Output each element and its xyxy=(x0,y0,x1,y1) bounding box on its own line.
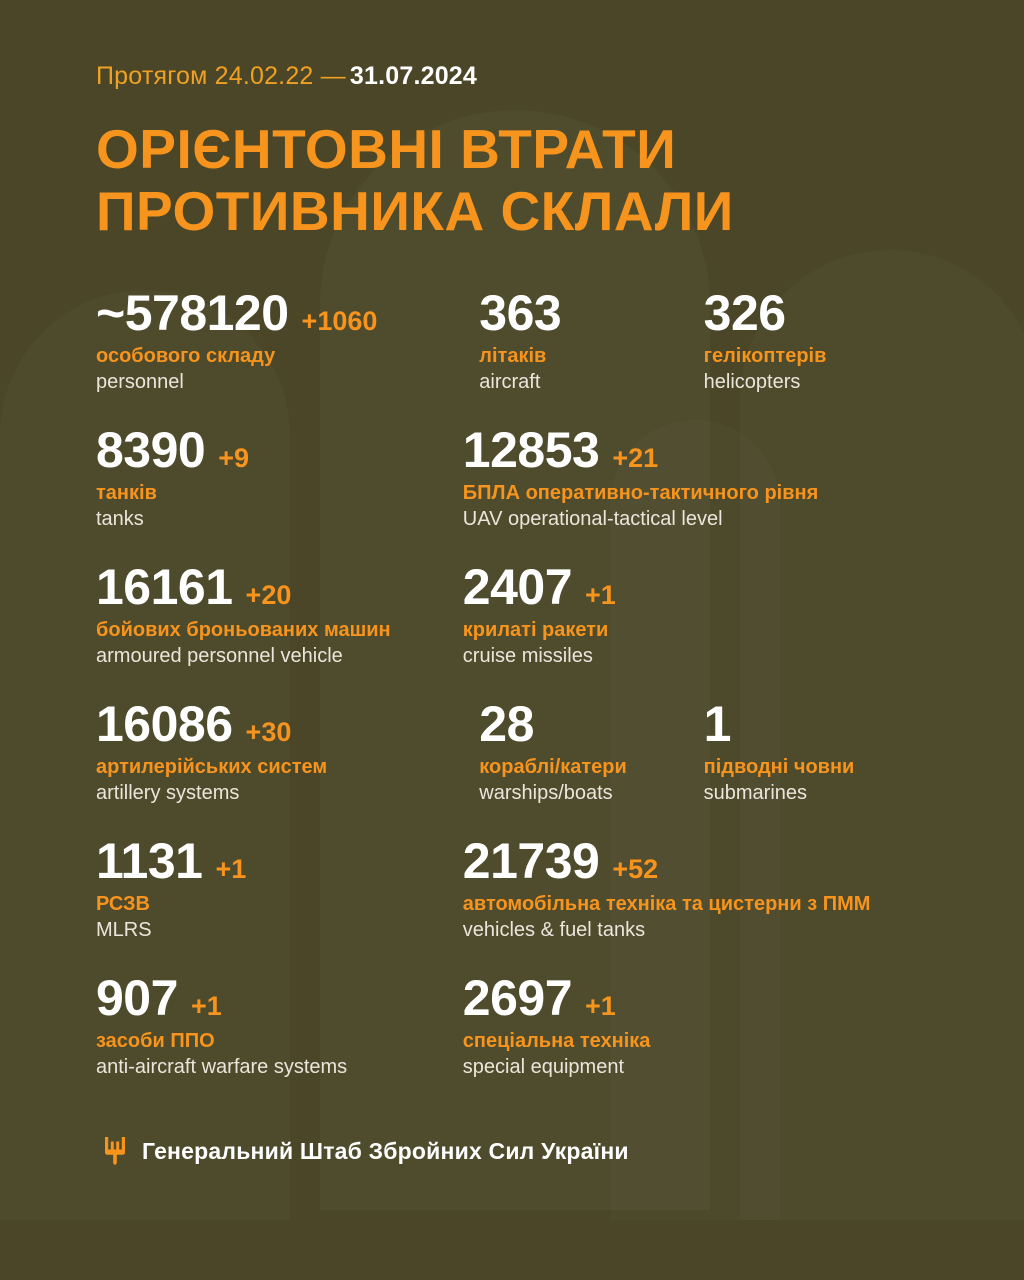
stat-value: 1 xyxy=(703,696,731,753)
stat-label-en: cruise missiles xyxy=(462,645,593,668)
stat-value: 1131 xyxy=(96,833,203,890)
stat-value: 28 xyxy=(479,696,534,753)
stat-label-en: special equipment xyxy=(462,1056,625,1079)
stat-vehicles-fuel-tanks xyxy=(462,833,928,943)
stat-label-ua: кораблі/катери xyxy=(479,756,627,779)
stat-artillery-systems xyxy=(96,696,479,806)
stat-label-ua: артилерійських систем xyxy=(96,756,328,779)
stat-label-ua: РСЗВ xyxy=(96,893,150,916)
date-prefix: Протягом 24.02.22 — xyxy=(96,62,346,90)
date-range xyxy=(96,0,928,91)
footer-text: Генеральний Штаб Збройних Сил України xyxy=(142,1137,629,1164)
stat-label-en: personnel xyxy=(96,371,184,394)
stat-uav xyxy=(462,422,928,532)
stat-delta: +20 xyxy=(245,580,292,611)
stat-value: 363 xyxy=(479,285,562,342)
stat-mlrs xyxy=(96,833,463,943)
stat-label-ua: танків xyxy=(96,482,157,505)
page-title-line1: ОРІЄНТОВНІ ВТРАТИ xyxy=(96,118,677,180)
stat-value-row xyxy=(703,285,928,342)
stat-label-en: tanks xyxy=(96,508,144,531)
stat-value-row xyxy=(96,422,463,479)
stat-value: 2697 xyxy=(462,970,573,1027)
stats-row xyxy=(96,285,928,425)
stat-label-ua: спеціальна техніка xyxy=(462,1030,651,1053)
stat-value: 21739 xyxy=(462,833,600,890)
stat-delta: +1060 xyxy=(301,306,378,337)
stat-label-ua: засоби ППО xyxy=(96,1030,215,1053)
stat-label-ua: крилаті ракети xyxy=(462,619,609,642)
stat-label-en: MLRS xyxy=(96,919,152,942)
stat-anti-aircraft-warfare-systems xyxy=(96,970,463,1080)
stat-warships xyxy=(479,696,703,806)
stat-value: 326 xyxy=(703,285,786,342)
stat-value-row xyxy=(479,696,703,753)
stat-label-en: armoured personnel vehicle xyxy=(96,645,343,668)
stat-value: 12853 xyxy=(462,422,600,479)
page-title-line2: ПРОТИВНИКА СКЛАЛИ xyxy=(96,179,734,242)
stat-value: 16086 xyxy=(96,696,233,753)
stat-value-row xyxy=(479,285,703,342)
stat-value-row xyxy=(96,833,463,890)
stat-delta: +9 xyxy=(218,443,250,474)
footer xyxy=(96,1136,928,1166)
stats-row xyxy=(96,696,928,836)
stat-label-en: submarines xyxy=(703,782,808,805)
stat-value: 907 xyxy=(96,970,178,1027)
stat-delta: +1 xyxy=(215,854,247,885)
stat-delta: +30 xyxy=(245,717,292,748)
stat-special-equipment xyxy=(462,970,928,1080)
stat-label-ua: гелікоптерів xyxy=(703,345,827,368)
stat-label-ua: літаків xyxy=(479,345,547,368)
stat-tanks xyxy=(96,422,463,532)
stat-label-ua: підводні човни xyxy=(703,756,855,779)
stat-label-ua: автомобільна техніка та цистерни з ПММ xyxy=(462,893,871,916)
stat-label-en: warships/boats xyxy=(479,782,613,805)
stat-label-en: UAV operational-tactical level xyxy=(462,508,723,531)
stat-cruise-missiles xyxy=(462,559,928,669)
stat-value: 16161 xyxy=(96,559,233,616)
stat-value-row xyxy=(96,696,479,753)
stat-delta: +1 xyxy=(585,580,616,611)
statistics-grid xyxy=(96,285,928,1110)
stat-label-en: artillery systems xyxy=(96,782,240,805)
stat-value: 8390 xyxy=(96,422,206,479)
stat-delta: +1 xyxy=(585,991,616,1022)
stats-row xyxy=(96,422,928,562)
stats-row xyxy=(96,833,928,973)
stat-value-row xyxy=(96,559,463,616)
stats-row xyxy=(96,559,928,699)
page-title xyxy=(96,119,928,242)
stat-value-row xyxy=(703,696,928,753)
stat-label-ua: бойових броньованих машин xyxy=(96,619,391,642)
stat-helicopters xyxy=(703,285,928,395)
stat-value-row xyxy=(462,970,928,1027)
stat-delta: +52 xyxy=(612,854,659,885)
stat-value: 2407 xyxy=(462,559,573,616)
stat-personnel xyxy=(96,285,479,395)
stat-delta: +21 xyxy=(612,443,659,474)
stat-delta: +1 xyxy=(190,991,222,1022)
stat-label-en: anti-aircraft warfare systems xyxy=(96,1056,348,1079)
stat-value-row xyxy=(462,422,928,479)
stat-value-row xyxy=(96,970,463,1027)
stat-submarines xyxy=(703,696,928,806)
stat-aircraft xyxy=(479,285,703,395)
stats-row xyxy=(96,970,928,1110)
stat-label-ua: особового складу xyxy=(96,345,276,368)
stat-label-en: vehicles & fuel tanks xyxy=(462,919,646,942)
stat-value-row xyxy=(462,559,928,616)
stat-label-en: aircraft xyxy=(479,371,541,394)
stat-label-ua: БПЛА оперативно-тактичного рівня xyxy=(462,482,819,505)
stat-value-row xyxy=(96,285,479,342)
stat-value: ~578120 xyxy=(96,285,289,342)
trident-icon xyxy=(104,1136,126,1166)
date-value: 31.07.2024 xyxy=(349,62,478,90)
stat-armoured-personnel-vehicle xyxy=(96,559,463,669)
stat-value-row xyxy=(462,833,928,890)
stat-label-en: helicopters xyxy=(703,371,801,394)
